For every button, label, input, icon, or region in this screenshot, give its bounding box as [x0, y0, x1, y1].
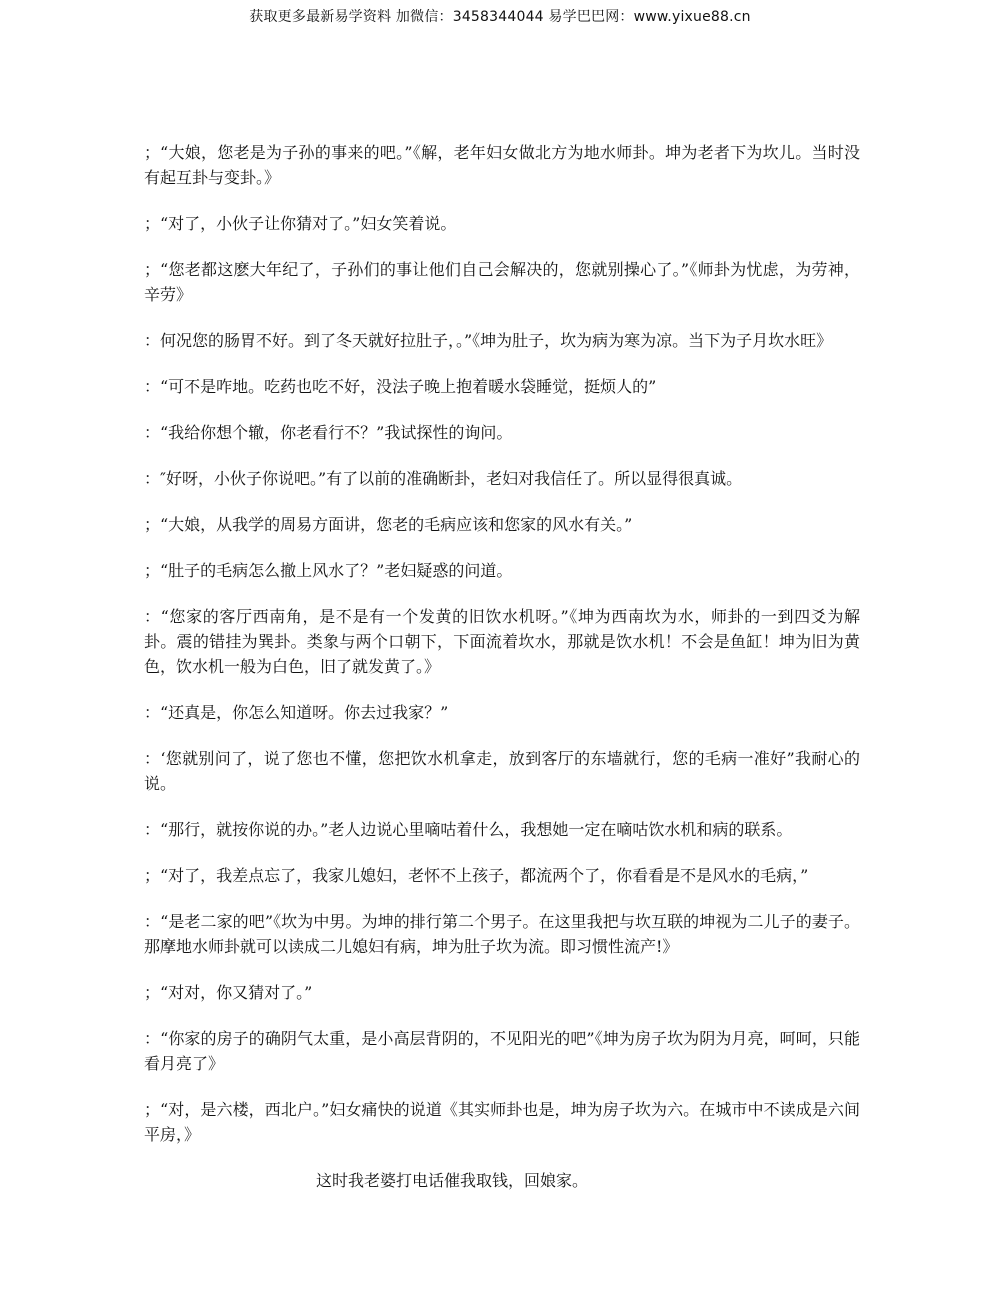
paragraph: ：“可不是咋地。吃药也吃不好，没法子晚上抱着暖水袋睡觉，挺烦人的”: [144, 377, 657, 396]
closing-line: 这时我老婆打电话催我取钱，回娘家。: [316, 1171, 589, 1190]
paragraph: ：“您家的客厅西南角，是不是有一个发黄的旧饮水机呀。”《坤为西南坎为水，师卦的一到四爻为解卦。震的错挂为巽卦。类象与两个口朝下，下面流着坎水，那就是饮水机！不会是鱼缸！坤为旧为黄色，饮水机一般为白色，旧了就发黄了。》: [144, 607, 860, 676]
paragraph: ；“对了，我差点忘了，我家儿媳妇，老怀不上孩子，都流两个了，你看看是不是风水的毛病，”: [144, 866, 809, 885]
paragraph: ；“您老都这麽大年纪了，子孙们的事让他们自己会解决的，您就别操心了。”《师卦为忧虑，为劳神，辛劳》: [144, 260, 860, 304]
paragraph: ：″好呀，小伙子你说吧。”有了以前的准确断卦，老妇对我信任了。所以显得很真诚。: [144, 469, 743, 488]
paragraph: ：‘您就别问了，说了您也不懂，您把饮水机拿走，放到客厅的东墙就行，您的毛病一准好”我耐心的说。: [144, 749, 860, 793]
paragraph: ：“那行，就按你说的办。”老人边说心里嘀咕着什么，我想她一定在嘀咕饮水机和病的联系。: [144, 820, 793, 839]
paragraph: ：“是老二家的吧”《坎为中男。为坤的排行第二个男子。在这里我把与坎互联的坤视为二儿子的妻子。那摩地水师卦就可以读成二儿媳妇有病，坤为肚子坎为流。即习惯性流产!》: [144, 912, 860, 956]
page-header-banner: 获取更多最新易学资料 加微信：3458344044 易学巴巴网：www.yixue88.cn: [249, 9, 751, 25]
paragraph: ；“大娘，从我学的周易方面讲，您老的毛病应该和您家的风水有关。”: [144, 515, 633, 534]
paragraph: ：“我给你想个辙，你老看行不？”我试探性的询问。: [144, 423, 513, 442]
paragraph: ；“肚子的毛病怎么撤上风水了？”老妇疑惑的问道。: [144, 561, 513, 580]
paragraph: ；“大娘，您老是为子孙的事来的吧。”《解，老年妇女做北方为地水师卦。坤为老者下为坎儿。当时没有起互卦与变卦。》: [144, 143, 860, 187]
paragraph: ：“你家的房子的确阴气太重，是小高层背阴的，不见阳光的吧”《坤为房子坎为阴为月亮，呵呵，只能看月亮了》: [144, 1029, 860, 1073]
paragraph: ；“对对，你又猜对了。”: [144, 983, 313, 1002]
paragraph: ；“对了，小伙子让你猜对了。”妇女笑着说。: [144, 214, 457, 233]
paragraph: ：“还真是，你怎么知道呀。你去过我家？”: [144, 703, 449, 722]
paragraph: ；“对，是六楼，西北户。”妇女痛快的说道《其实师卦也是，坤为房子坎为六。在城市中不读成是六间平房，》: [144, 1100, 860, 1144]
document-body: [144, 140, 860, 1214]
paragraph: ：何况您的肠胃不好。到了冬天就好拉肚子，。”《坤为肚子，坎为病为寒为凉。当下为子月坎水旺》: [144, 331, 833, 350]
